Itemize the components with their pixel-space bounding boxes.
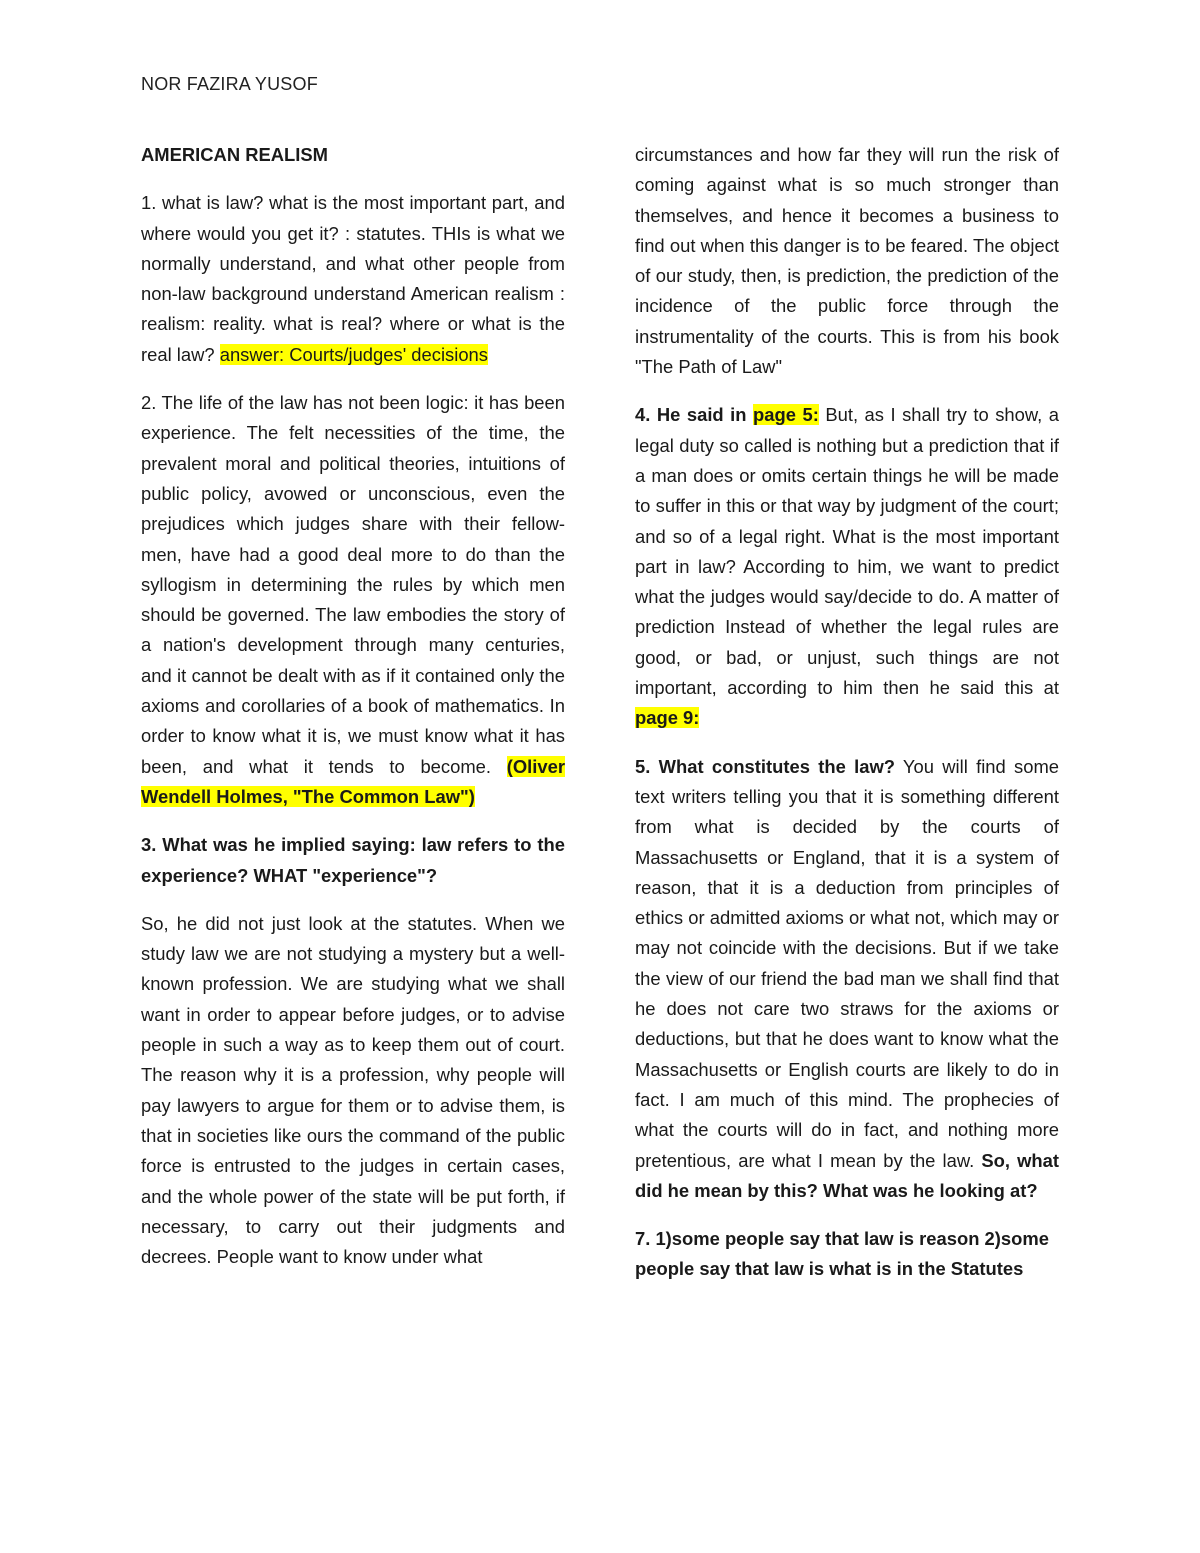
paragraph-7-text: You will find some text writers telling you that it is something different from what is decided by the courts of Massachusetts or England, that it is a system of reason, that it is a deduction from principles of ethics or admitted axioms or what not, which may or may not coincide with the decisions. But if we take the view of our friend the bad man we shall find that he does not care two straws for the axioms or deductions, but that he does want to know what the Massachusetts or English courts are likely to do in fact. I am much of this mind. The prophecies of what the courts will do in fact, and nothing more pretentious, are what I mean by the law. <box>635 755 1059 1171</box>
page-5-highlight: page 5: <box>753 404 819 426</box>
right-column <box>635 140 1059 1303</box>
paragraph-5: circumstances and how far they will run the risk of coming against what is so much stronger than themselves, and hence it becomes a business to find out when this danger is to be feared. The object of our study, then, is prediction, the prediction of the incidence of the public force through the instrumentality of the courts. This is from his book "The Path of Law" <box>635 144 1059 378</box>
paragraph-6-lead: 4. He said in <box>635 404 754 426</box>
paragraph-2-text: 2. The life of the law has not been logic: it has been experience. The felt necessities of the time, the prevalent moral and political theories, intuitions of public policy, avowed or unconscious, even the prejudices which judges share with their fellow-men, have had a good deal more to do than the syllogism in determining the rules by which men should be governed. The law embodies the story of a nation's development through many centuries, and it cannot be dealt with as if it contained only the axioms and corollaries of a book of mathematics. In order to know what it is, we must know what it has been, and what it tends to become. <box>141 392 565 777</box>
paragraph-8 <box>635 1224 1059 1285</box>
paragraph-7-tail: So, what did he mean by this? What was he looking at? <box>635 1149 1059 1201</box>
question-3: 3. What was he implied saying: law refers to the experience? WHAT "experience"? <box>141 834 565 886</box>
left-column <box>141 140 565 1290</box>
document-title: AMERICAN REALISM <box>141 144 328 165</box>
paragraph-4: So, he did not just look at the statutes. When we study law we are not studying a mystery but a well-known profession. We are studying what we shall want in order to appear before judges, or to advise people in such a way as to keep them out of court. The reason why it is a profession, why people will pay lawyers to argue for them or to advise them, is that in societies like ours the command of the public force is entrusted to the judges in certain cases, and the whole power of the state will be put forth, if necessary, to carry out their judgments and decrees. People want to know under what <box>141 912 565 1268</box>
paragraph-7-lead: 5. What constitutes the law? <box>635 755 895 777</box>
author-name: NOR FAZIRA YUSOF <box>141 74 318 94</box>
question-7: 7. 1)some people say that law is reason 2)some people say that law is what is in the Statutes <box>635 1228 1049 1280</box>
paragraph-1-text: 1. what is law? what is the most important part, and where would you get it? : statutes. THIs is what we normally understand, and what other people from non-law background understand American realism : realism: reality. what is real? where or what is the real law? <box>141 192 565 365</box>
paragraph-7 <box>635 752 1059 1206</box>
paragraph-6-text: But, as I shall try to show, a legal duty so called is nothing but a prediction that if a man does or omits certain things he will be made to suffer in this or that way by judgment of the court; and so of a legal right. What is the most important part in law? According to him, we want to predict what the judges would say/decide to do. A matter of prediction Instead of whether the legal rules are good, or bad, or unjust, such things are not important, according to him then he said this at <box>635 404 1059 699</box>
paragraph-1 <box>141 188 565 370</box>
paragraph-6 <box>635 400 1059 733</box>
citation-highlight: (Oliver Wendell Holmes, "The Common Law") <box>141 755 565 807</box>
page-9-highlight: page 9: <box>635 707 700 729</box>
paragraph-3 <box>141 830 565 891</box>
paragraph-2 <box>141 388 565 812</box>
answer-highlight: answer: Courts/judges' decisions <box>219 343 488 365</box>
